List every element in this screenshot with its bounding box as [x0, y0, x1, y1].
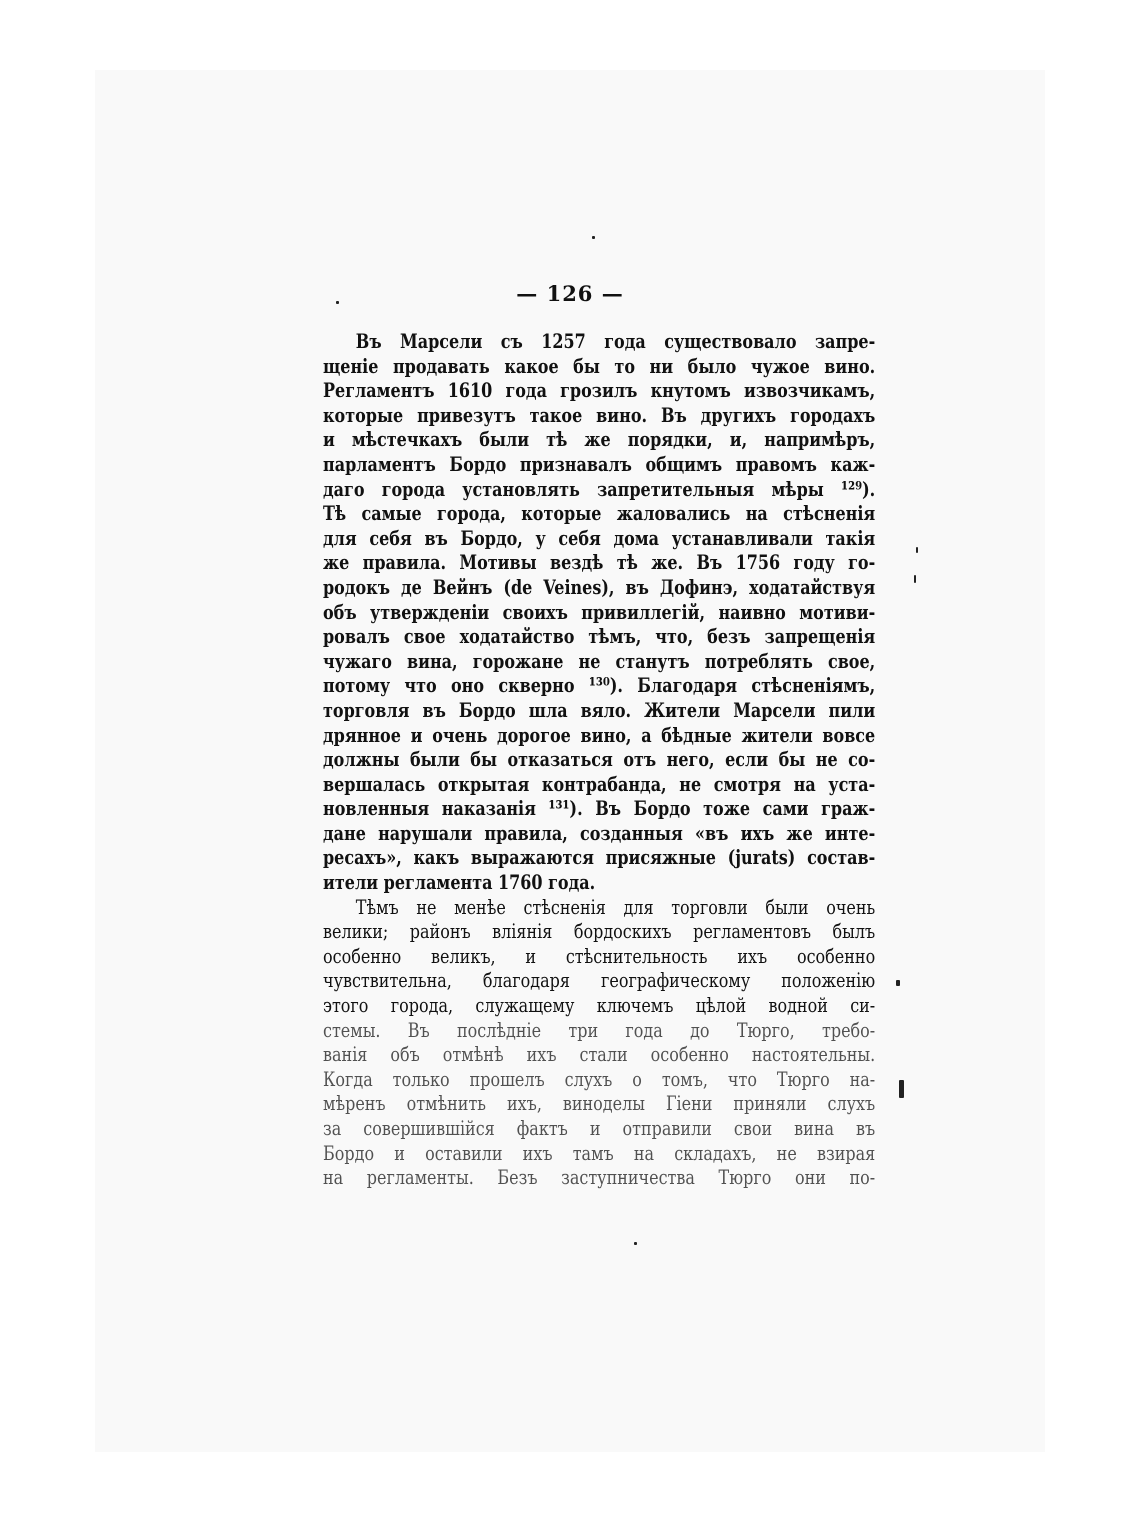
scan-speck [592, 236, 595, 239]
text-line: велики; районъ вліянія бордоскихъ регламентовъ былъ [323, 920, 876, 944]
text-line: Бордо и оставили ихъ тамъ на складахъ, не взирая [323, 1141, 876, 1165]
text-line: Когда только прошелъ слухъ о томъ, что Тюрго на- [323, 1067, 876, 1091]
text-line: Въ Марсели съ 1257 года существовало запре- [355, 330, 876, 353]
text-line: этого города, служащему ключемъ цѣлой водной си- [323, 994, 876, 1018]
text-line: даго города установлять запретительныя мѣры ¹²⁹). [323, 477, 876, 501]
text-line: вершалась открытая контрабанда, не смотря на уста- [323, 772, 876, 796]
text-line: ровалъ свое ходатайство тѣмъ, что, безъ запрещенія [323, 625, 876, 649]
text-line: Тѣмъ не менѣе стѣсненія для торговли были очень [355, 895, 876, 919]
scan-speck [914, 575, 916, 583]
text-line: и мѣстечкахъ были тѣ же порядки, и, напримѣръ, [323, 428, 876, 452]
text-line: чувствительна, благодаря географическому положенію [323, 969, 876, 993]
text-line: для себя въ Бордо, у себя дома устанавливали такія [323, 526, 876, 550]
text-line: щеніе продавать какое бы то ни было чужое вино. [323, 354, 876, 378]
scan-speck [899, 1080, 904, 1098]
text-line: чужаго вина, горожане не станутъ потреблять свое, [323, 649, 876, 673]
text-line: мѣренъ отмѣнить ихъ, виноделы Гіени приняли слухъ [323, 1092, 876, 1116]
paragraph-1 [323, 330, 875, 896]
scan-speck [896, 980, 900, 986]
text-line: особенно великъ, и стѣснительность ихъ особенно [323, 944, 876, 968]
text-line: же правила. Мотивы вездѣ тѣ же. Въ 1756 году го- [323, 551, 876, 575]
text-line: которые привезутъ такое вино. Въ другихъ городахъ [323, 403, 876, 427]
text-line: торговля въ Бордо шла вяло. Жители Марсели пили [323, 698, 876, 722]
text-line: ители регламента 1760 года. [323, 871, 596, 895]
text-line: стемы. Въ послѣдніе три года до Тюрго, требо- [323, 1018, 876, 1042]
paragraph-2 [323, 896, 875, 1191]
text-line: Тѣ самые города, которые жаловались на стѣсненія [323, 502, 876, 526]
scan-speck [916, 547, 918, 553]
text-line: родокъ де Вейнъ (de Veines), въ Дофинэ, ходатайствуя [323, 575, 876, 599]
text-line: парламентъ Бордо признавалъ общимъ правомъ каж- [323, 452, 876, 476]
text-line: на регламенты. Безъ заступничества Тюрго они по- [323, 1166, 876, 1190]
page-number: — 126 — [516, 281, 624, 306]
body-text [323, 330, 875, 1191]
text-line: дане нарушали правила, созданныя «въ ихъ же инте- [323, 821, 876, 845]
text-line: ресахъ», какъ выражаются присяжные (jurats) состав- [323, 846, 876, 870]
scan-speck [634, 1242, 637, 1245]
text-line: объ утвержденіи своихъ привиллегій, наивно мотиви- [323, 600, 876, 624]
text-line: дрянное и очень дорогое вино, а бѣдные жители вовсе [323, 723, 876, 747]
text-line: потому что оно скверно ¹³⁰). Благодаря стѣсненіямъ, [323, 674, 876, 698]
text-line: должны были бы отказаться отъ него, если бы не со- [323, 748, 876, 772]
text-line: Регламентъ 1610 года грозилъ кнутомъ извозчикамъ, [323, 379, 876, 403]
text-line: новленныя наказанія ¹³¹). Въ Бордо тоже сами граж- [323, 797, 876, 821]
text-line: за совершившійся фактъ и отправили свои вина въ [323, 1117, 876, 1140]
text-line: ванія объ отмѣнѣ ихъ стали особенно настоятельны. [323, 1043, 876, 1067]
